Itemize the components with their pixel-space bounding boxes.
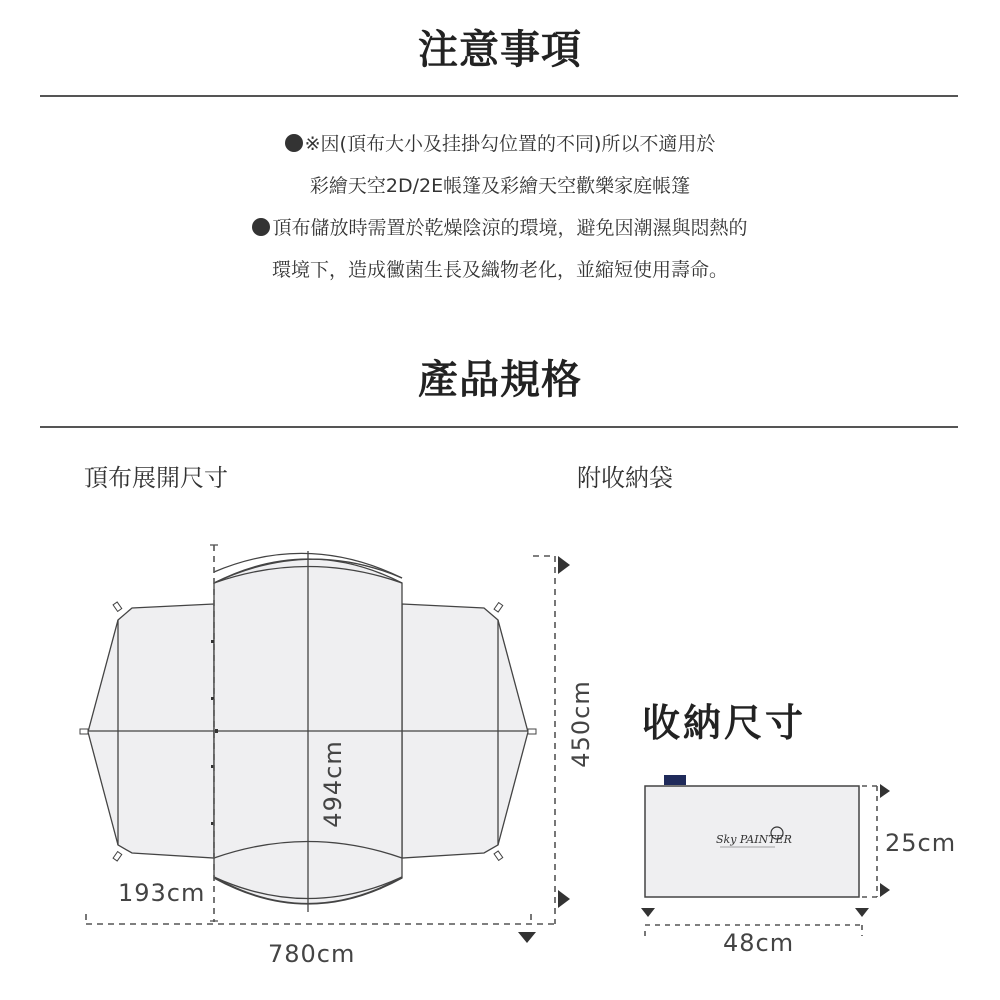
note-line-2: 彩繪天空2D/2E帳篷及彩繪天空歡樂家庭帳篷 bbox=[309, 175, 691, 197]
tarp-size-label: 頂布展開尺寸 bbox=[84, 464, 228, 492]
arrow-right-icon bbox=[558, 890, 570, 908]
note-line-3: 頂布儲放時需置於乾燥陰涼的環境，避免因潮濕與悶熱的 bbox=[0, 207, 1000, 249]
arrow-down-icon bbox=[855, 908, 869, 917]
note-line-4: 環境下，造成黴菌生長及織物老化，並縮短使用壽命。 bbox=[271, 259, 728, 281]
width-label: 450cm bbox=[567, 680, 595, 768]
length-label: 494cm bbox=[319, 740, 347, 828]
arrow-right-icon bbox=[558, 556, 570, 574]
sky-painter-logo: Sky PAINTER bbox=[716, 833, 792, 846]
storage-bag-label: 附收納袋 bbox=[577, 464, 673, 492]
arrow-down-icon bbox=[518, 932, 536, 943]
specs-title: 產品規格 bbox=[418, 357, 582, 403]
bag-height-label: 25cm bbox=[885, 829, 957, 857]
notes-title: 注意事項 bbox=[418, 27, 582, 73]
arrow-icons bbox=[518, 556, 570, 943]
storage-bag-diagram bbox=[645, 775, 859, 897]
side-width-label: 193cm bbox=[118, 879, 206, 907]
arrow-down-icon bbox=[641, 908, 655, 917]
storage-size-title: 收納尺寸 bbox=[642, 701, 807, 745]
total-width-label: 780cm bbox=[268, 940, 356, 968]
arrow-right-icon bbox=[880, 784, 890, 798]
bag-width-label: 48cm bbox=[723, 929, 795, 957]
note-line-1: ※因(頂布大小及挂掛勾位置的不同)所以不適用於 bbox=[0, 123, 1000, 165]
bag-tab bbox=[664, 775, 686, 785]
arrow-right-icon bbox=[880, 883, 890, 897]
